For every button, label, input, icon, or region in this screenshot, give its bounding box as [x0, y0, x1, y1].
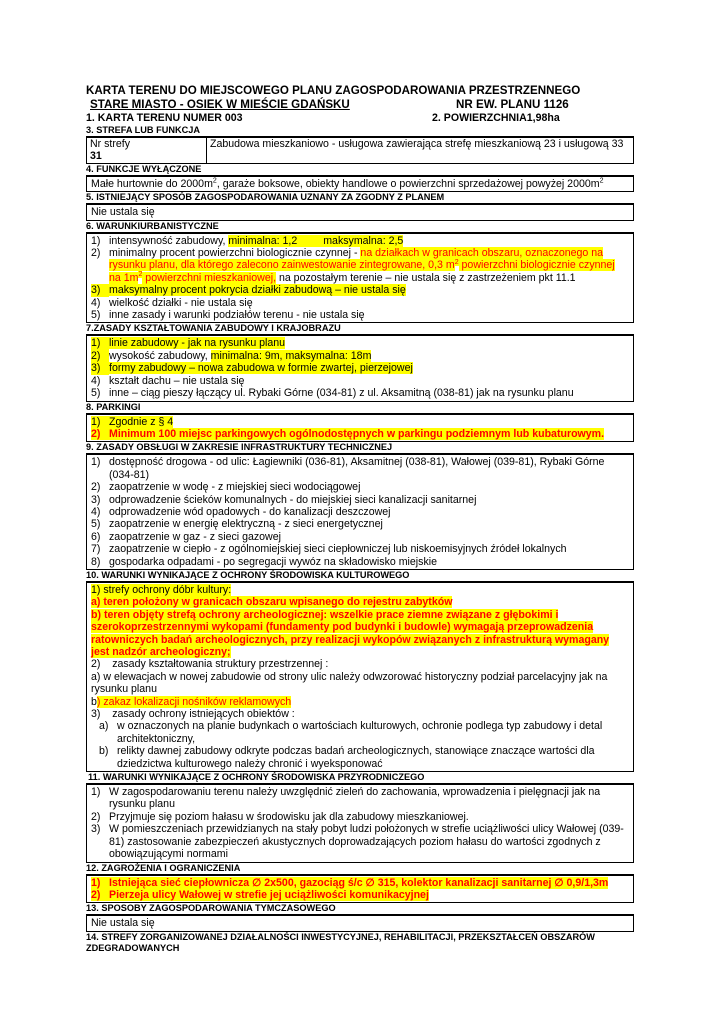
item-number: 5) — [91, 309, 101, 322]
height-range: minimalna: 9m, maksymalna: 18m — [210, 349, 372, 362]
item-text: Minimum 100 miejsc parkingowych ogólnodostępnych w parkingu podziemnym lub kubaturowym. — [109, 427, 605, 440]
list-item — [91, 745, 629, 770]
section-5-header: 5. ISTNIEJĄCY SPOSÓB ZAGOSPODAROWANIA UZNANY ZA ZGODNY Z PLANEM — [86, 192, 634, 204]
item-text: wielkość działki - nie ustala się — [109, 296, 253, 309]
section-11-header: 11. WARUNKI WYNIKAJĄCE Z OCHRONY ŚRODOWISKA PRZYRODNICZEGO — [86, 772, 634, 784]
item-text: dostępność drogowa - od ulic: Łagiewniki (036-81), Aksamitnej (038-81), Wałowej (039-81), Rybaki Górne (034-81) — [109, 456, 605, 481]
highlight-text: na działkach w granicach obszaru, oznaczonego na rysunku planu, dla którego zalecono zainwestowanie zintegrowane, 0,3 m — [109, 247, 604, 272]
item-text: zaopatrzenie w ciepło - z ogólnomiejskiej sieci ciepłowniczej lub niskoemisyjnych źródeł lokalnych — [109, 543, 567, 556]
section-8-list — [86, 414, 634, 443]
item-number: 4) — [91, 505, 101, 518]
zone-number-cell — [87, 138, 207, 164]
item-text: zaopatrzenie w energię elektryczną - z sieci energetycznej — [109, 518, 383, 531]
zone-number-label: Nr strefy — [90, 138, 131, 150]
item-number: a) — [99, 720, 109, 733]
excluded-functions — [86, 176, 634, 192]
section-3-header: 3. STREFA LUB FUNKCJA — [86, 125, 634, 137]
section-11-list — [86, 784, 634, 862]
list-item — [91, 235, 629, 247]
item-text: linie zabudowy - jak na rysunku planu — [109, 337, 286, 350]
area-size: 2. POWIERZCHNIA1,98ha — [432, 112, 560, 124]
list-item — [91, 506, 629, 518]
zone-table — [86, 137, 634, 164]
excluded-text-b: , garaże boksowe, obiekty handlowe o powierzchni sprzedażowej powyżej 2000m — [216, 177, 600, 190]
section-6-header: 6. WARUNKIURBANISTYCZNE — [86, 221, 634, 233]
list-item — [91, 823, 629, 860]
section-9-list — [86, 454, 634, 570]
list-item — [91, 375, 629, 387]
section-4-header: 4. FUNKCJE WYŁĄCZONE — [86, 164, 634, 176]
item-text: odprowadzenie ścieków komunalnych - do miejskiej sieci kanalizacji sanitarnej — [109, 493, 477, 506]
card-number: 1. KARTA TERENU NUMER 003 — [86, 112, 243, 124]
list-item — [91, 556, 629, 568]
item-text: Zgodnie z § 4 — [109, 415, 174, 428]
list-item — [91, 297, 629, 309]
item-text: Istniejąca sieć ciepłownicza ∅ 2x500, gazociąg ś/c ∅ 315, kolektor kanalizacji sanitarnej ∅ 0,9/1,3m — [109, 876, 609, 889]
item-number: 2) — [91, 889, 109, 901]
item-text: kształt dachu – nie ustala się — [109, 374, 245, 387]
list-item — [91, 247, 629, 284]
item-number: 1) — [91, 337, 109, 349]
item-text: W zagospodarowaniu terenu należy uwzględnić zieleń do zachowania, wprowadzenia i pielęgnacji jak na rysunku planu — [109, 786, 601, 811]
item-text: na pozostałym terenie – nie ustala się z zastrzeżeniem pkt 11.1 — [276, 271, 576, 284]
sup: 2 — [212, 177, 217, 185]
sup: 2 — [138, 271, 143, 279]
item-number: 1) — [91, 786, 101, 799]
section-10-header: 10. WARUNKI WYNIKAJĄCE Z OCHRONY ŚRODOWISKA KULTUROWEGO — [86, 570, 634, 582]
item-number: 2) — [91, 481, 101, 494]
item-number: 3) — [91, 284, 109, 296]
paragraph: 3) zasady ochrony istniejących obiektów : — [91, 708, 295, 721]
section-9-header: 9. ZASADY OBSŁUGI W ZAKRESIE INFRASTRUKTURY TECHNICZNEJ — [86, 442, 634, 454]
item-text: wysokość zabudowy, — [109, 349, 211, 362]
highlight-text: powierzchni biologicznie czynnej na 1m — [109, 259, 615, 284]
item-text: intensywność zabudowy, — [109, 234, 229, 247]
section-12-header: 12. ZAGROŻENIA I OGRANICZENIA — [86, 863, 634, 875]
item-number: 4) — [91, 374, 101, 387]
item-number: 7) — [91, 543, 101, 556]
list-item — [91, 456, 629, 481]
item-number: 8) — [91, 555, 101, 568]
item-number: b — [91, 695, 97, 708]
list-item — [91, 877, 629, 889]
plan-area-name: STARE MIASTO - OSIEK W MIEŚCIE GDAŃSKU — [90, 98, 350, 111]
item-text: inne zasady i warunki podziałów terenu - nie ustala się — [109, 309, 365, 322]
list-item — [91, 720, 629, 745]
item-text: formy zabudowy – nowa zabudowa w formie zwartej, pierzejowej — [109, 362, 413, 375]
item-text: zaopatrzenie w gaz - z sieci gazowej — [109, 530, 281, 543]
list-item — [91, 543, 629, 555]
item-text: inne – ciąg pieszy łączący ul. Rybaki Górne (034-81) z ul. Aksamitną (038-81) jak na rysunku planu — [109, 387, 574, 400]
document-page — [86, 84, 634, 954]
paragraph — [91, 696, 629, 708]
min-intensity: minimalna: 1,2 — [228, 234, 298, 247]
section-13-text: Nie ustala się — [86, 915, 634, 931]
item-number: 5) — [91, 387, 101, 400]
section-13-header: 13. SPOSOBY ZAGOSPODAROWANIA TYMCZASOWEGO — [86, 903, 634, 915]
item-number: 3) — [91, 362, 109, 374]
item-text: ) zakaz lokalizacji nośników reklamowych — [96, 695, 292, 708]
list-item — [91, 416, 629, 428]
section-8-header: 8. PARKINGI — [86, 402, 634, 414]
item-number: 2) — [91, 810, 101, 823]
list-item — [91, 786, 629, 811]
zone-function-cell: Zabudowa mieszkaniowo - usługowa zawierająca strefę mieszkaniową 23 i usługową 33 — [207, 138, 634, 164]
item-number: 1) — [91, 456, 101, 469]
list-item — [91, 889, 629, 901]
section-7-header: 7.ZASADY KSZTAŁTOWANIA ZABUDOWY I KRAJOBRAZU — [86, 323, 634, 335]
item-text: b) teren objęty strefą ochrony archeologicznej: wszelkie prace ziemne związane z głębokimi i szerokoprzestrzennymi wykopami (fundamenty pod budynki i budowle) wymagają przeprowadzenia ratowniczych badań archeologicznych, przy realizacji wykopów związanych z infrastrukturą wymagany jest nadzór archeologiczny; — [91, 608, 610, 658]
item-text: w oznaczonych na planie budynkach o wartościach kulturowych, ochronie podlega typ zabudowy i detal architektoniczny, — [117, 720, 603, 745]
item-text: relikty dawnej zabudowy odkryte podczas badań archeologicznych, stanowiące znaczące wartości dla dziedzictwa kulturowego należy chronić i wyeksponować — [117, 745, 595, 770]
item-number: 2) — [91, 428, 109, 440]
item-text: maksymalny procent pokrycia działki zabudową – nie ustala się — [109, 284, 406, 297]
item-number: 4) — [91, 296, 101, 309]
plan-number: NR EW. PLANU 1126 — [456, 98, 569, 111]
title-row-2 — [86, 98, 634, 112]
sup: 2 — [454, 258, 459, 266]
title-row-3 — [86, 112, 634, 125]
max-intensity: maksymalna: 2,5 — [297, 235, 403, 247]
item-text: gospodarka odpadami - po segregacji wywóz na składowisko miejskie — [109, 555, 437, 568]
item-number: 1) — [91, 234, 101, 247]
item-number: 6) — [91, 530, 101, 543]
list-item — [91, 481, 629, 493]
list-item — [91, 350, 629, 362]
item-number: 1) — [91, 583, 104, 596]
paragraph — [91, 584, 629, 596]
list-item — [91, 387, 629, 399]
section-5-text: Nie ustala się — [86, 204, 634, 220]
item-number: 2) — [91, 350, 109, 362]
item-text: strefy ochrony dóbr kultury: — [103, 583, 232, 596]
excluded-text-a: Małe hurtownie do 2000m — [91, 177, 213, 190]
section-10-body — [86, 582, 634, 772]
item-number: b) — [99, 745, 109, 758]
paragraph: a) w elewacjach w nowej zabudowie od strony ulic należy odwzorować historyczny podział parcelacyjny jak na rysunku planu — [91, 670, 608, 696]
list-item — [91, 494, 629, 506]
item-text: Przyjmuje się poziom hałasu w środowisku jak dla zabudowy mieszkaniowej. — [109, 810, 469, 823]
list-item — [91, 428, 629, 440]
section-7-list — [86, 335, 634, 401]
list-item — [91, 531, 629, 543]
list-item — [91, 811, 629, 823]
paragraph — [91, 596, 629, 608]
list-item — [91, 337, 629, 349]
item-number: 5) — [91, 518, 101, 531]
item-text: Pierzeja ulicy Wałowej w strefie jej uciążliwości komunikacyjnej — [109, 888, 429, 901]
paragraph — [91, 609, 629, 659]
list-item — [91, 309, 629, 321]
list-item — [91, 284, 629, 296]
section-12-list — [86, 875, 634, 904]
sup: 2 — [599, 177, 604, 185]
list-item — [91, 518, 629, 530]
section-14-header: 14. STREFY ZORGANIZOWANEJ DZIAŁALNOŚCI INWESTYCYJNEJ, REHABILITACJI, PRZEKSZTAŁCEŃ OBSZARÓW ZDEGRADOWANYCH — [86, 931, 595, 953]
section-6-list — [86, 233, 634, 324]
list-item — [91, 362, 629, 374]
item-number: 2) — [91, 247, 101, 260]
item-text: odprowadzenie wód opadowych - do kanalizacji deszczowej — [109, 505, 391, 518]
paragraph: 2) zasady kształtowania struktury przestrzennej : — [91, 658, 329, 671]
item-number: 3) — [91, 823, 101, 836]
item-text: minimalny procent powierzchni biologicznie czynnej - — [109, 247, 361, 260]
highlight-text: powierzchni mieszkaniowej, — [142, 271, 277, 284]
item-text: W pomieszczeniach przewidzianych na stały pobyt ludzi położonych w strefie uciążliwości ulicy Wałowej (039-81) zastosowanie zabezpieczeń akustycznych doprowadzających poziom hałasu do wartości zgodnych z obowiązującymi normami — [109, 823, 624, 861]
zone-number-value: 31 — [90, 150, 102, 163]
item-text: a) teren położony w granicach obszaru wpisanego do rejestru zabytków — [91, 596, 453, 609]
item-number: 1) — [91, 416, 109, 428]
item-text: zaopatrzenie w wodę - z miejskiej sieci wodociągowej — [109, 481, 361, 494]
item-number: 3) — [91, 493, 101, 506]
document-title: KARTA TERENU DO MIEJSCOWEGO PLANU ZAGOSPODAROWANIA PRZESTRZENNEGO — [86, 84, 581, 97]
item-number: 1) — [91, 877, 109, 889]
